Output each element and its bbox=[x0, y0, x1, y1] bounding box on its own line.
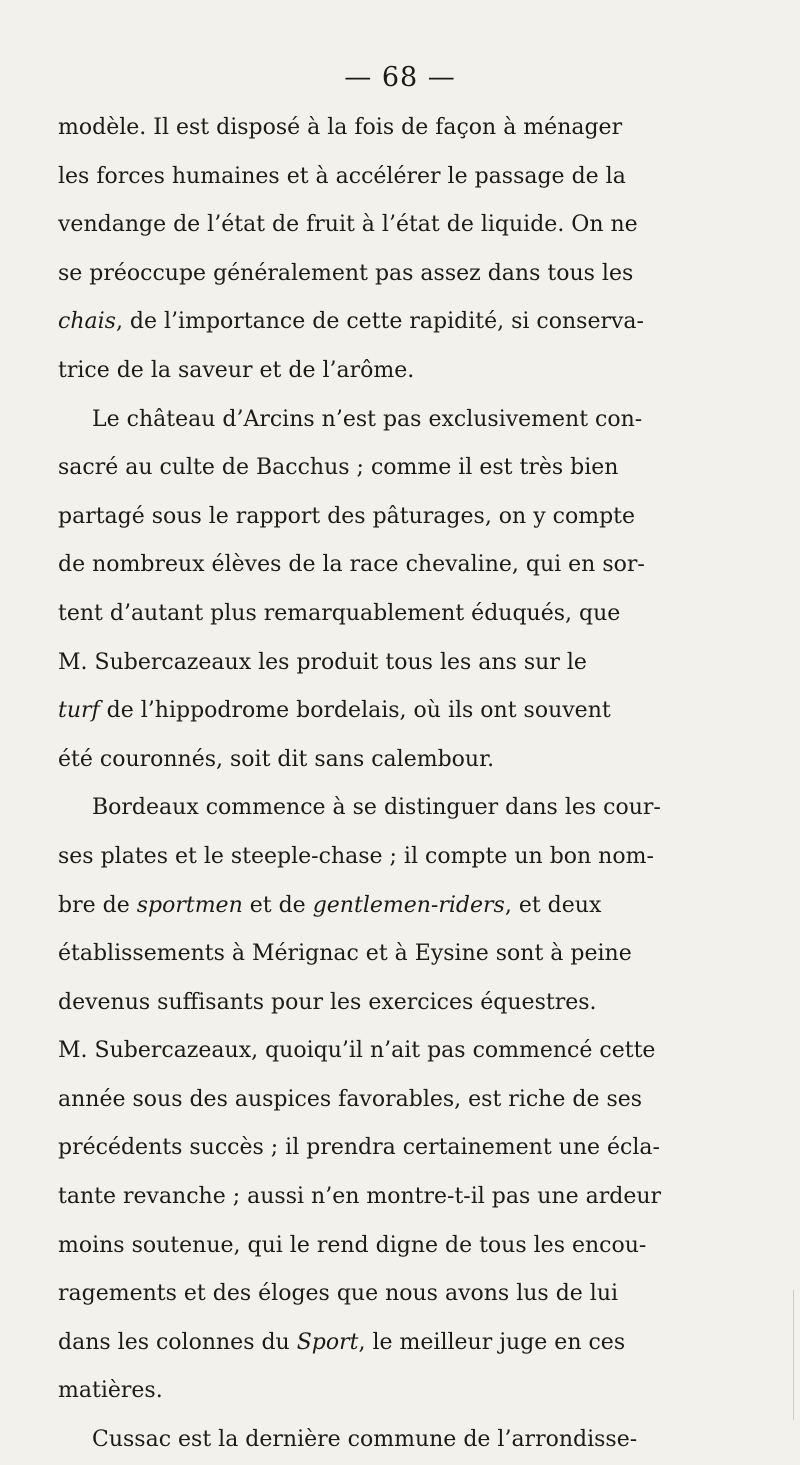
text-segment: matières. bbox=[58, 1378, 163, 1404]
text-segment: M. Subercazeaux les produit tous les ans sur le bbox=[58, 649, 587, 675]
page-number: — 68 — bbox=[344, 62, 456, 93]
italic-term: turf bbox=[58, 698, 100, 724]
italic-term: gentlemen-riders bbox=[312, 892, 505, 918]
text-segment: sacré au culte de Bacchus ; comme il est très bien bbox=[58, 455, 619, 481]
text-segment: bre de bbox=[58, 892, 137, 918]
body-text bbox=[58, 104, 800, 1465]
text-segment: été couronnés, soit dit sans calembour. bbox=[58, 746, 495, 772]
text-line bbox=[58, 493, 800, 542]
text-segment: Cussac est la dernière commune de l’arrondisse- bbox=[92, 1427, 638, 1453]
text-line bbox=[58, 1270, 800, 1319]
text-segment: année sous des auspices favorables, est riche de ses bbox=[58, 1086, 643, 1112]
text-segment: , et deux bbox=[504, 892, 602, 918]
text-segment: partagé sous le rapport des pâturages, on y compte bbox=[58, 503, 636, 529]
text-line bbox=[58, 1027, 800, 1076]
text-line bbox=[58, 347, 800, 396]
text-line bbox=[58, 444, 800, 493]
text-line bbox=[58, 153, 800, 202]
text-line bbox=[58, 930, 800, 979]
text-segment: devenus suffisants pour les exercices équestres. bbox=[58, 989, 597, 1015]
text-segment: , de l’importance de cette rapidité, si conserva- bbox=[115, 309, 644, 335]
text-line bbox=[58, 882, 800, 931]
text-segment: Bordeaux commence à se distinguer dans les cour- bbox=[92, 795, 661, 821]
text-segment: se préoccupe généralement pas assez dans tous les bbox=[58, 260, 634, 286]
italic-term: Sport bbox=[296, 1329, 359, 1355]
text-line bbox=[58, 541, 800, 590]
text-line bbox=[58, 833, 800, 882]
italic-term: sportmen bbox=[136, 892, 243, 918]
text-line bbox=[58, 396, 800, 445]
text-segment: M. Subercazeaux, quoiqu’il n’ait pas commencé cette bbox=[58, 1038, 656, 1064]
text-line bbox=[58, 639, 800, 688]
text-segment: Le château d’Arcins n’est pas exclusivement con- bbox=[92, 406, 643, 432]
text-line bbox=[58, 1124, 800, 1173]
text-segment: tante revanche ; aussi n’en montre-t-il pas une ardeur bbox=[58, 1184, 662, 1210]
text-line bbox=[58, 1222, 800, 1271]
text-line bbox=[58, 784, 800, 833]
text-segment: et de bbox=[242, 892, 313, 918]
text-segment: , le meilleur juge en ces bbox=[358, 1329, 626, 1355]
text-segment: dans les colonnes du bbox=[58, 1329, 297, 1355]
text-segment: établissements à Mérignac et à Eysine sont à peine bbox=[58, 941, 632, 967]
text-line bbox=[58, 298, 800, 347]
text-line bbox=[58, 979, 800, 1028]
page-edge-shadow bbox=[793, 1290, 794, 1420]
text-line bbox=[58, 104, 800, 153]
text-line bbox=[58, 1367, 800, 1416]
text-line bbox=[58, 201, 800, 250]
text-segment: précédents succès ; il prendra certainement une écla- bbox=[58, 1135, 660, 1161]
text-segment: tent d’autant plus remarquablement éduqués, que bbox=[58, 600, 621, 626]
text-line bbox=[58, 736, 800, 785]
text-segment: vendange de l’état de fruit à l’état de liquide. On ne bbox=[58, 212, 638, 238]
text-line bbox=[58, 250, 800, 299]
text-segment: de nombreux élèves de la race chevaline, qui en sor- bbox=[58, 552, 645, 578]
text-segment: moins soutenue, qui le rend digne de tous les encou- bbox=[58, 1232, 647, 1258]
text-line bbox=[58, 1416, 800, 1465]
text-segment: trice de la saveur et de l’arôme. bbox=[58, 357, 415, 383]
text-line bbox=[58, 687, 800, 736]
text-segment: ses plates et le steeple-chase ; il compte un bon nom- bbox=[58, 843, 654, 869]
text-line bbox=[58, 1319, 800, 1368]
text-segment: de l’hippodrome bordelais, où ils ont souvent bbox=[99, 698, 611, 724]
italic-term: chais bbox=[58, 309, 116, 335]
text-segment: les forces humaines et à accélérer le passage de la bbox=[58, 163, 626, 189]
text-line bbox=[58, 1173, 800, 1222]
text-segment: modèle. Il est disposé à la fois de façon à ménager bbox=[58, 115, 623, 140]
text-line bbox=[58, 1076, 800, 1125]
text-segment: ragements et des éloges que nous avons lus de lui bbox=[58, 1281, 619, 1307]
text-line bbox=[58, 590, 800, 639]
